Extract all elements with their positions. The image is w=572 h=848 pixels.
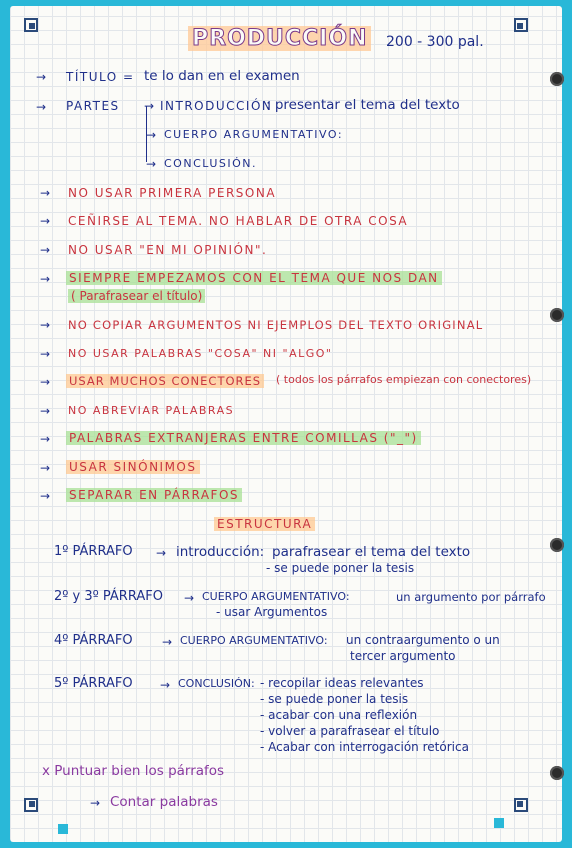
- page-margin-square: [58, 824, 68, 834]
- arrow-icon: →: [156, 546, 167, 560]
- rule-text: CEÑIRSE AL TEMA. NO HABLAR DE OTRA COSA: [68, 214, 409, 228]
- arrow-icon: →: [40, 272, 51, 286]
- arrow-icon: →: [40, 432, 51, 446]
- binder-hole: [550, 766, 564, 780]
- rule-note: ( todos los párrafos empiezan con conectores): [276, 373, 532, 386]
- rule-text: NO ABREVIAR PALABRAS: [68, 404, 235, 417]
- page-corner-mark: [24, 18, 38, 32]
- paragraph-line: - usar Argumentos: [216, 605, 328, 619]
- rule-text: NO USAR PALABRAS "COSA" NI "ALGO": [68, 347, 333, 360]
- rule-text: SEPARAR EN PÁRRAFOS: [66, 488, 242, 502]
- rule-text: SIEMPRE EMPEZAMOS CON EL TEMA QUE NOS DAN: [66, 271, 442, 285]
- rule-note: ( Parafrasear el título): [68, 289, 205, 303]
- paragraph-label: 4º PÁRRAFO: [54, 633, 133, 648]
- binder-hole: [550, 72, 564, 86]
- paragraph-label: 1º PÁRRAFO: [54, 544, 133, 559]
- parte-label: CONCLUSIÓN.: [164, 157, 257, 170]
- arrow-icon: →: [146, 157, 157, 171]
- binder-hole: [550, 308, 564, 322]
- arrow-icon: →: [36, 100, 47, 114]
- paragraph-line: - se puede poner la tesis: [266, 561, 415, 575]
- titulo-text: te lo dan en el examen: [144, 68, 300, 84]
- titulo-label: TÍTULO =: [66, 70, 135, 84]
- arrow-icon: →: [40, 243, 51, 257]
- paragraph-line: - recopilar ideas relevantes: [260, 676, 424, 690]
- rule-text: USAR MUCHOS CONECTORES: [66, 374, 264, 388]
- paragraph-line: tercer argumento: [350, 649, 456, 663]
- page-corner-mark: [24, 798, 38, 812]
- arrow-icon: →: [36, 70, 47, 84]
- rule-text: NO COPIAR ARGUMENTOS NI EJEMPLOS DEL TEXTO ORIGINAL: [68, 318, 484, 332]
- arrow-icon: →: [162, 635, 173, 649]
- footer-note: x Puntuar bien los párrafos: [42, 763, 225, 779]
- rule-text: NO USAR "EN MI OPINIÓN".: [68, 243, 268, 257]
- paragraph-line: parafrasear el tema del texto: [272, 544, 471, 560]
- paragraph-label: 2º y 3º PÁRRAFO: [54, 589, 163, 604]
- arrow-icon: →: [40, 461, 51, 475]
- parte-label: INTRODUCCIÓN: [160, 99, 273, 113]
- paragraph-part: CONCLUSIÓN:: [178, 677, 255, 690]
- arrow-icon: →: [40, 375, 51, 389]
- arrow-icon: →: [40, 489, 51, 503]
- arrow-icon: →: [144, 99, 155, 113]
- arrow-icon: →: [146, 128, 157, 142]
- paragraph-line: - se puede poner la tesis: [260, 692, 409, 706]
- arrow-icon: →: [40, 186, 51, 200]
- word-count: 200 - 300 pal.: [386, 34, 484, 50]
- paragraph-line: - Acabar con interrogación retórica: [260, 740, 469, 754]
- arrow-icon: →: [184, 591, 195, 605]
- page-corner-mark: [514, 18, 528, 32]
- notebook-page: [10, 6, 562, 842]
- paragraph-line: - volver a parafrasear el título: [260, 724, 440, 738]
- partes-label: PARTES: [66, 99, 120, 113]
- arrow-icon: →: [40, 347, 51, 361]
- paragraph-part: introducción:: [176, 544, 265, 560]
- arrow-icon: →: [160, 678, 171, 692]
- footer-tip: Contar palabras: [110, 794, 218, 810]
- paragraph-label: 5º PÁRRAFO: [54, 676, 133, 691]
- arrow-icon: →: [40, 404, 51, 418]
- rule-text: NO USAR PRIMERA PERSONA: [68, 186, 277, 200]
- page-margin-square: [494, 818, 504, 828]
- parte-desc: : presentar el tema del texto: [266, 97, 460, 113]
- estructura-heading: ESTRUCTURA: [214, 517, 315, 531]
- paragraph-line: - acabar con una reflexión: [260, 708, 418, 722]
- page-corner-mark: [514, 798, 528, 812]
- arrow-icon: →: [40, 318, 51, 332]
- paragraph-part: CUERPO ARGUMENTATIVO:: [202, 590, 350, 603]
- rule-text: PALABRAS EXTRANJERAS ENTRE COMILLAS ("_"): [66, 431, 421, 445]
- paragraph-line: un argumento por párrafo: [396, 590, 546, 604]
- parte-label: CUERPO ARGUMENTATIVO:: [164, 128, 344, 141]
- paragraph-part: CUERPO ARGUMENTATIVO:: [180, 634, 328, 647]
- page-title: PRODUCCIÓN: [188, 26, 371, 51]
- rule-text: USAR SINÓNIMOS: [66, 460, 200, 474]
- arrow-icon: →: [40, 214, 51, 228]
- paragraph-line: un contraargumento o un: [346, 633, 500, 647]
- arrow-icon: →: [90, 796, 101, 810]
- binder-hole: [550, 538, 564, 552]
